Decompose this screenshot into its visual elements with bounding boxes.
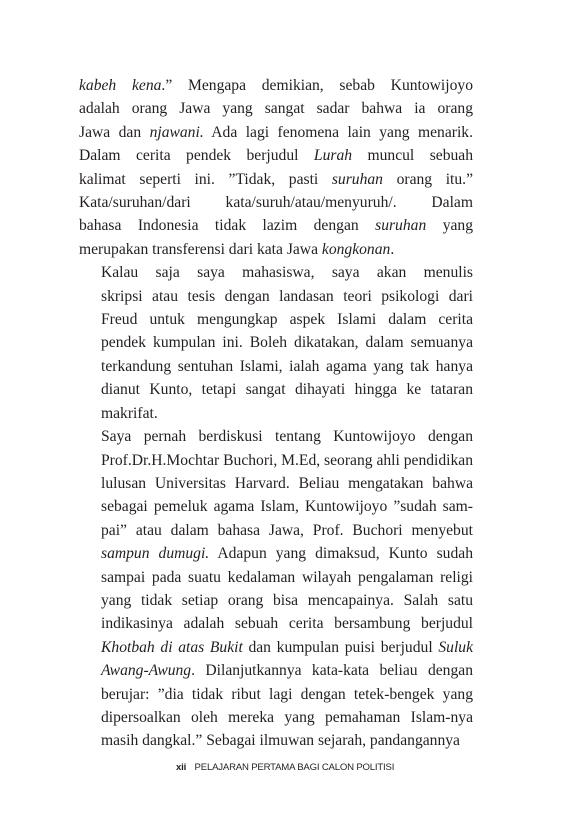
text-line bbox=[79, 495, 473, 518]
paragraph-1 bbox=[79, 74, 473, 261]
text-line: dianut Kunto, tetapi sangat dihayati hingga ke tataran bbox=[101, 381, 473, 399]
text-run: orang itu.” bbox=[382, 170, 473, 188]
text-line bbox=[79, 168, 473, 191]
text-line bbox=[79, 191, 473, 214]
text-line bbox=[79, 589, 473, 612]
paragraph-3 bbox=[79, 425, 473, 753]
italic-term: Lurah bbox=[313, 147, 353, 165]
text-run: .” Mengapa demikian, sebab Kuntowijoyo bbox=[161, 77, 473, 94]
page-footer bbox=[176, 762, 394, 773]
text-line bbox=[79, 214, 473, 237]
paragraph-2 bbox=[79, 261, 473, 425]
text-run: indikasinya adalah sebuah cerita bersambung berjudul bbox=[101, 615, 473, 633]
text-line bbox=[79, 729, 473, 752]
text-line bbox=[79, 566, 473, 589]
text-run: muncul sebuah bbox=[352, 147, 474, 165]
text-line: makrifat. bbox=[101, 404, 158, 422]
text-line bbox=[79, 449, 473, 472]
text-run: lulusan Universitas Harvard. Beliau mengatakan bahwa bbox=[101, 474, 473, 492]
text-line bbox=[79, 542, 473, 565]
italic-term: sampun dumugi. bbox=[101, 545, 210, 563]
text-run: yang bbox=[426, 217, 474, 235]
text-line bbox=[79, 612, 473, 635]
text-run: kalimat seperti ini. ”Tidak, pasti bbox=[79, 170, 332, 188]
text-line: pendek kumpulan ini. Boleh dikatakan, dalam semuanya bbox=[101, 334, 473, 352]
text-line bbox=[79, 121, 473, 144]
text-run: pai” atau dalam bahasa Jawa, Prof. Buchori menyebut bbox=[101, 521, 473, 539]
text-line: Kalau saja saya mahasiswa, saya akan menulis bbox=[101, 264, 473, 282]
text-run: Saya pernah berdiskusi tentang Kuntowijoyo dengan bbox=[101, 428, 473, 446]
text-line bbox=[79, 683, 473, 706]
text-run: berujar: ”dia tidak ribut lagi dengan tetek-bengek yang bbox=[101, 685, 473, 703]
text-run: dan kumpulan puisi berjudul bbox=[242, 638, 439, 656]
text-run: dipersoalkan oleh mereka yang pemahaman Islam-nya bbox=[101, 708, 473, 726]
text-line bbox=[79, 238, 473, 261]
text-line bbox=[79, 74, 473, 97]
text-run: . Dilanjutkannya kata-kata beliau dengan bbox=[191, 662, 473, 680]
text-line: Freud untuk mengungkap aspek Islami dalam cerita bbox=[101, 311, 473, 329]
text-run: adalah orang Jawa yang sangat sadar bahwa ia orang bbox=[79, 100, 473, 118]
text-run: sampai pada suatu kedalaman wilayah pengalaman religi bbox=[101, 568, 473, 586]
italic-term: Suluk bbox=[438, 638, 473, 656]
page-number: xii bbox=[176, 762, 187, 773]
italic-term: kongkonan bbox=[321, 240, 391, 258]
running-title: PELAJARAN PERTAMA BAGI CALON POLITISI bbox=[194, 762, 395, 773]
text-run: . bbox=[390, 240, 395, 258]
italic-term: njawani. bbox=[149, 123, 204, 141]
italic-term: suruhan bbox=[375, 217, 427, 235]
text-line bbox=[79, 425, 473, 448]
italic-term: kabeh kena bbox=[79, 77, 162, 94]
text-line bbox=[79, 97, 473, 120]
text-run: yang tidak setiap orang bisa mencapainya. Salah satu bbox=[101, 591, 473, 609]
italic-term: suruhan bbox=[331, 170, 383, 188]
text-run: Ada lagi fenomena lain yang menarik. bbox=[203, 123, 473, 141]
text-run: Kata/suruhan/dari kata/suruh/atau/menyuruh/. Dalam bbox=[79, 194, 473, 212]
text-line bbox=[79, 472, 473, 495]
text-run: Dalam cerita pendek berjudul bbox=[79, 147, 314, 165]
text-run: Prof.Dr.H.Mochtar Buchori, M.Ed, seorang ahli pendidikan bbox=[101, 451, 474, 469]
text-line bbox=[79, 636, 473, 659]
text-run: masih dangkal.” Sebagai ilmuwan sejarah, pandangannya bbox=[101, 732, 460, 750]
text-run: bahasa Indonesia tidak lazim dengan bbox=[79, 217, 376, 235]
text-line bbox=[79, 144, 473, 167]
body-text bbox=[79, 74, 473, 753]
text-run: Jawa dan bbox=[79, 123, 150, 141]
text-run: Adapun yang dimaksud, Kunto sudah bbox=[209, 545, 473, 563]
text-run: sebagai pemeluk agama Islam, Kuntowijoyo ”sudah sam- bbox=[101, 498, 473, 516]
text-line: terkandung sentuhan Islami, ialah agama yang tak hanya bbox=[101, 357, 473, 375]
text-line: skripsi atau tesis dengan landasan teori psikologi dari bbox=[101, 287, 473, 305]
text-line bbox=[79, 519, 473, 542]
text-line bbox=[79, 706, 473, 729]
italic-term: Khotbah di atas Bukit bbox=[101, 638, 243, 656]
text-run: merupakan transferensi dari kata Jawa bbox=[79, 240, 322, 258]
italic-term: Awang-Awung bbox=[101, 662, 192, 680]
text-line bbox=[79, 659, 473, 682]
